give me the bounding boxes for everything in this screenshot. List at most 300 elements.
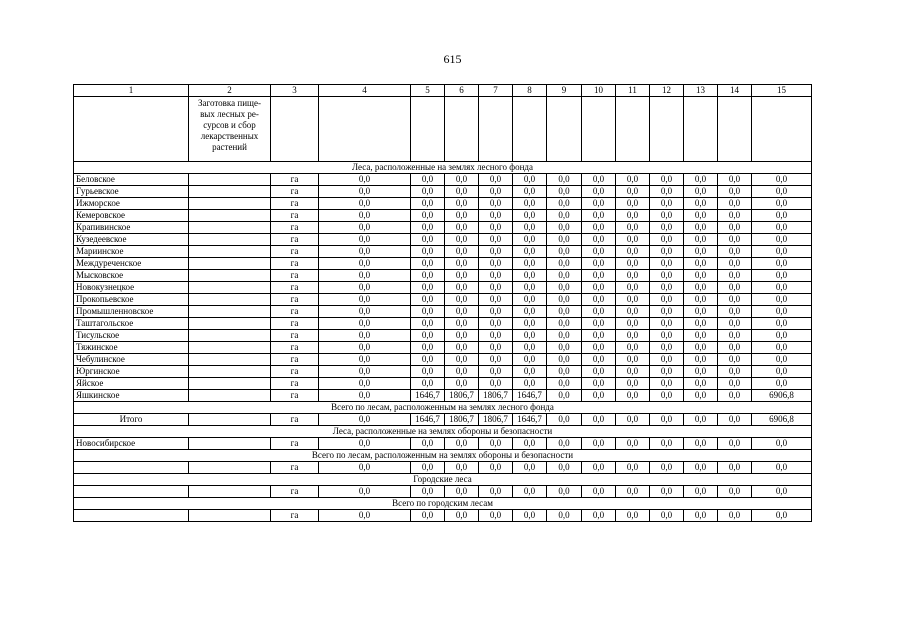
value-cell: 0,0 (479, 270, 513, 282)
table-row (74, 294, 812, 306)
empty-cell (189, 462, 271, 474)
value-cell: 0,0 (319, 174, 411, 186)
value-cell: 0,0 (684, 330, 718, 342)
value-cell: 0,0 (513, 222, 547, 234)
value-cell: 0,0 (479, 222, 513, 234)
value-cell: 0,0 (616, 222, 650, 234)
table-row (74, 486, 812, 498)
forestry-name: Крапивинское (74, 222, 189, 234)
empty-cell (189, 354, 271, 366)
value-cell: 0,0 (684, 378, 718, 390)
column-number: 2 (189, 85, 271, 97)
value-cell: 0,0 (616, 318, 650, 330)
empty-cell (189, 378, 271, 390)
value-cell: 0,0 (547, 198, 582, 210)
value-cell: 0,0 (684, 354, 718, 366)
value-cell: 0,0 (411, 330, 445, 342)
value-cell: 0,0 (411, 306, 445, 318)
value-cell: 0,0 (513, 354, 547, 366)
empty-cell (479, 97, 513, 162)
value-cell: 0,0 (684, 438, 718, 450)
value-cell: 0,0 (513, 282, 547, 294)
value-cell: 0,0 (752, 366, 812, 378)
value-cell: 0,0 (650, 330, 684, 342)
value-cell: 0,0 (718, 318, 752, 330)
value-cell: 0,0 (718, 414, 752, 426)
value-cell: 0,0 (411, 318, 445, 330)
empty-cell (189, 186, 271, 198)
value-cell: 0,0 (616, 294, 650, 306)
value-cell: 0,0 (752, 342, 812, 354)
value-cell: 0,0 (752, 354, 812, 366)
forestry-name: Новосибирское (74, 438, 189, 450)
value-cell: 0,0 (319, 354, 411, 366)
unit-cell: га (271, 258, 319, 270)
forestry-name: Прокопьевское (74, 294, 189, 306)
value-cell: 0,0 (547, 270, 582, 282)
value-cell: 0,0 (513, 462, 547, 474)
section-header-row (74, 498, 812, 510)
value-cell: 0,0 (411, 294, 445, 306)
value-cell: 0,0 (684, 294, 718, 306)
column-number: 11 (616, 85, 650, 97)
value-cell: 0,0 (582, 174, 616, 186)
value-cell: 0,0 (752, 318, 812, 330)
unit-cell: га (271, 390, 319, 402)
value-cell: 0,0 (582, 246, 616, 258)
value-cell: 0,0 (582, 330, 616, 342)
value-cell: 0,0 (650, 462, 684, 474)
value-cell: 0,0 (513, 306, 547, 318)
empty-cell (189, 366, 271, 378)
value-cell: 0,0 (445, 438, 479, 450)
value-cell: 0,0 (319, 390, 411, 402)
value-cell: 0,0 (411, 186, 445, 198)
value-cell: 0,0 (616, 246, 650, 258)
value-cell: 0,0 (513, 270, 547, 282)
forestry-name: Тисульское (74, 330, 189, 342)
unit-cell: га (271, 462, 319, 474)
value-cell: 0,0 (582, 390, 616, 402)
value-cell: 0,0 (479, 294, 513, 306)
value-cell: 0,0 (582, 186, 616, 198)
value-cell: 0,0 (752, 186, 812, 198)
value-cell: 1646,7 (513, 414, 547, 426)
table-row (74, 174, 812, 186)
empty-cell (445, 97, 479, 162)
value-cell: 0,0 (582, 462, 616, 474)
unit-cell: га (271, 486, 319, 498)
table-row (74, 186, 812, 198)
forestry-name: Мариинское (74, 246, 189, 258)
value-cell: 0,0 (752, 330, 812, 342)
empty-cell (189, 330, 271, 342)
value-cell: 0,0 (684, 318, 718, 330)
column-number: 5 (411, 85, 445, 97)
section-title: Всего по лесам, расположенным на землях лесного фонда (74, 402, 812, 414)
value-cell: 0,0 (616, 462, 650, 474)
value-cell: 0,0 (513, 174, 547, 186)
value-cell: 0,0 (752, 174, 812, 186)
value-cell: 0,0 (445, 378, 479, 390)
empty-cell (189, 258, 271, 270)
value-cell: 0,0 (582, 282, 616, 294)
value-cell: 0,0 (319, 282, 411, 294)
forestry-name: Таштагольское (74, 318, 189, 330)
value-cell: 0,0 (684, 198, 718, 210)
empty-cell (547, 97, 582, 162)
table-row (74, 282, 812, 294)
unit-cell: га (271, 210, 319, 222)
unit-cell: га (271, 342, 319, 354)
value-cell: 0,0 (445, 294, 479, 306)
value-cell: 0,0 (718, 270, 752, 282)
value-cell: 0,0 (445, 462, 479, 474)
value-cell: 0,0 (718, 510, 752, 522)
section-header-row (74, 474, 812, 486)
value-cell: 0,0 (411, 342, 445, 354)
empty-cell (616, 97, 650, 162)
value-cell: 0,0 (319, 234, 411, 246)
value-cell: 0,0 (479, 462, 513, 474)
empty-cell (752, 97, 812, 162)
value-cell: 0,0 (445, 270, 479, 282)
value-cell: 0,0 (319, 342, 411, 354)
forestry-name: Итого (74, 414, 189, 426)
forestry-name (74, 510, 189, 522)
value-cell: 0,0 (479, 186, 513, 198)
table-body (74, 85, 812, 522)
value-cell: 0,0 (411, 174, 445, 186)
table-row (74, 438, 812, 450)
unit-cell: га (271, 330, 319, 342)
empty-cell (189, 318, 271, 330)
value-cell: 0,0 (650, 270, 684, 282)
value-cell: 0,0 (445, 282, 479, 294)
empty-cell (582, 97, 616, 162)
value-cell: 0,0 (616, 330, 650, 342)
table-row (74, 222, 812, 234)
empty-cell (189, 198, 271, 210)
value-cell: 0,0 (684, 222, 718, 234)
value-cell: 0,0 (547, 306, 582, 318)
section-header-row (74, 426, 812, 438)
value-cell: 0,0 (479, 330, 513, 342)
value-cell: 0,0 (650, 246, 684, 258)
value-cell: 0,0 (684, 270, 718, 282)
unit-cell: га (271, 198, 319, 210)
value-cell: 0,0 (547, 186, 582, 198)
value-cell: 0,0 (718, 198, 752, 210)
empty-cell (74, 97, 189, 162)
value-cell: 0,0 (650, 378, 684, 390)
value-cell: 6906,8 (752, 390, 812, 402)
value-cell: 0,0 (718, 330, 752, 342)
column-number: 15 (752, 85, 812, 97)
value-cell: 0,0 (513, 186, 547, 198)
table-row (74, 366, 812, 378)
value-cell: 0,0 (513, 234, 547, 246)
value-cell: 0,0 (582, 366, 616, 378)
value-cell: 0,0 (752, 282, 812, 294)
value-cell: 0,0 (411, 234, 445, 246)
value-cell: 0,0 (684, 390, 718, 402)
value-cell: 1806,7 (445, 414, 479, 426)
value-cell: 0,0 (718, 354, 752, 366)
value-cell: 0,0 (513, 198, 547, 210)
unit-cell: га (271, 318, 319, 330)
value-cell: 0,0 (319, 306, 411, 318)
value-cell: 0,0 (319, 330, 411, 342)
value-cell: 0,0 (752, 210, 812, 222)
value-cell: 0,0 (547, 390, 582, 402)
unit-cell: га (271, 174, 319, 186)
value-cell: 0,0 (650, 486, 684, 498)
column-number: 8 (513, 85, 547, 97)
value-cell: 0,0 (411, 246, 445, 258)
forestry-name: Междуреченское (74, 258, 189, 270)
value-cell: 0,0 (616, 258, 650, 270)
value-cell: 0,0 (718, 342, 752, 354)
value-cell: 0,0 (684, 462, 718, 474)
value-cell: 0,0 (650, 390, 684, 402)
value-cell: 0,0 (582, 210, 616, 222)
column-number-row (74, 85, 812, 97)
unit-cell: га (271, 510, 319, 522)
value-cell: 0,0 (684, 282, 718, 294)
value-cell: 0,0 (718, 366, 752, 378)
empty-cell (189, 414, 271, 426)
empty-cell (189, 306, 271, 318)
value-cell: 0,0 (445, 258, 479, 270)
value-cell: 0,0 (547, 378, 582, 390)
column-number: 6 (445, 85, 479, 97)
value-cell: 0,0 (513, 342, 547, 354)
value-cell: 0,0 (479, 510, 513, 522)
value-cell: 0,0 (513, 510, 547, 522)
table-row (74, 390, 812, 402)
value-cell: 0,0 (650, 186, 684, 198)
value-cell: 0,0 (616, 510, 650, 522)
page-number: 615 (443, 52, 462, 66)
value-cell: 0,0 (319, 186, 411, 198)
value-cell: 0,0 (650, 294, 684, 306)
value-cell: 0,0 (479, 378, 513, 390)
table-row (74, 378, 812, 390)
value-cell: 0,0 (616, 186, 650, 198)
value-cell: 0,0 (752, 270, 812, 282)
value-cell: 0,0 (513, 438, 547, 450)
value-cell: 0,0 (445, 330, 479, 342)
section-title: Леса, расположенные на землях лесного фонда (74, 162, 812, 174)
unit-cell: га (271, 234, 319, 246)
empty-cell (189, 282, 271, 294)
value-cell: 0,0 (445, 246, 479, 258)
value-cell: 1806,7 (445, 390, 479, 402)
value-cell: 0,0 (547, 222, 582, 234)
empty-cell (684, 97, 718, 162)
empty-cell (189, 438, 271, 450)
value-cell: 0,0 (479, 354, 513, 366)
value-cell: 0,0 (752, 510, 812, 522)
value-cell: 0,0 (411, 510, 445, 522)
empty-cell (189, 294, 271, 306)
empty-cell (319, 97, 411, 162)
column-number: 4 (319, 85, 411, 97)
value-cell: 0,0 (616, 438, 650, 450)
section-title: Всего по лесам, расположенным на землях обороны и безопасности (74, 450, 812, 462)
value-cell: 0,0 (479, 258, 513, 270)
value-cell: 0,0 (319, 246, 411, 258)
value-cell: 0,0 (650, 354, 684, 366)
value-cell: 0,0 (684, 246, 718, 258)
total-row (74, 510, 812, 522)
value-cell: 0,0 (650, 222, 684, 234)
value-cell: 0,0 (479, 342, 513, 354)
empty-cell (650, 97, 684, 162)
value-cell: 0,0 (650, 174, 684, 186)
value-cell: 0,0 (547, 510, 582, 522)
value-cell: 0,0 (684, 306, 718, 318)
value-cell: 0,0 (445, 222, 479, 234)
value-cell: 0,0 (752, 438, 812, 450)
value-cell: 0,0 (752, 306, 812, 318)
empty-cell (189, 270, 271, 282)
forestry-name: Новокузнецкое (74, 282, 189, 294)
value-cell: 0,0 (650, 510, 684, 522)
value-cell: 0,0 (479, 306, 513, 318)
forestry-name: Гурьевское (74, 186, 189, 198)
value-cell: 0,0 (616, 210, 650, 222)
value-cell: 0,0 (718, 258, 752, 270)
value-cell: 0,0 (513, 246, 547, 258)
table-row (74, 306, 812, 318)
column-number: 12 (650, 85, 684, 97)
value-cell: 0,0 (445, 186, 479, 198)
value-cell: 0,0 (718, 390, 752, 402)
value-cell: 0,0 (319, 222, 411, 234)
value-cell: 0,0 (684, 366, 718, 378)
value-cell: 0,0 (445, 318, 479, 330)
value-cell: 0,0 (411, 222, 445, 234)
value-cell: 0,0 (718, 210, 752, 222)
value-cell: 0,0 (411, 486, 445, 498)
table-row (74, 234, 812, 246)
forestry-name: Ижморское (74, 198, 189, 210)
table-row (74, 270, 812, 282)
value-cell: 0,0 (547, 342, 582, 354)
value-cell: 0,0 (752, 486, 812, 498)
forestry-name: Яйское (74, 378, 189, 390)
section-title: Городские леса (74, 474, 812, 486)
value-cell: 0,0 (616, 378, 650, 390)
value-cell: 0,0 (445, 510, 479, 522)
value-cell: 0,0 (684, 258, 718, 270)
forestry-name: Яшкинское (74, 390, 189, 402)
forestry-name: Тяжинское (74, 342, 189, 354)
value-cell: 0,0 (752, 294, 812, 306)
value-cell: 1646,7 (411, 390, 445, 402)
value-cell: 0,0 (547, 318, 582, 330)
value-cell: 0,0 (582, 510, 616, 522)
value-cell: 0,0 (616, 414, 650, 426)
value-cell: 0,0 (650, 438, 684, 450)
value-cell: 0,0 (479, 210, 513, 222)
value-cell: 0,0 (650, 258, 684, 270)
unit-cell: га (271, 366, 319, 378)
value-cell: 0,0 (752, 198, 812, 210)
value-cell: 0,0 (650, 306, 684, 318)
value-cell: 0,0 (479, 246, 513, 258)
value-cell: 0,0 (650, 282, 684, 294)
total-row (74, 462, 812, 474)
unit-cell: га (271, 306, 319, 318)
value-cell: 0,0 (650, 414, 684, 426)
value-cell: 0,0 (411, 270, 445, 282)
value-cell: 0,0 (582, 414, 616, 426)
value-cell: 0,0 (445, 198, 479, 210)
unit-cell: га (271, 414, 319, 426)
value-cell: 0,0 (718, 186, 752, 198)
value-cell: 0,0 (319, 318, 411, 330)
table-row (74, 246, 812, 258)
empty-cell (718, 97, 752, 162)
forestry-name: Чебулинское (74, 354, 189, 366)
unit-cell: га (271, 378, 319, 390)
table-row (74, 210, 812, 222)
value-cell: 0,0 (479, 198, 513, 210)
value-cell: 0,0 (411, 198, 445, 210)
value-cell: 0,0 (650, 234, 684, 246)
value-cell: 0,0 (411, 354, 445, 366)
value-cell: 0,0 (411, 378, 445, 390)
unit-cell: га (271, 438, 319, 450)
value-cell: 0,0 (684, 186, 718, 198)
value-cell: 0,0 (513, 378, 547, 390)
value-cell: 0,0 (445, 234, 479, 246)
value-cell: 0,0 (582, 294, 616, 306)
value-cell: 0,0 (752, 462, 812, 474)
unit-cell: га (271, 222, 319, 234)
column-number: 1 (74, 85, 189, 97)
empty-cell (513, 97, 547, 162)
empty-cell (411, 97, 445, 162)
value-cell: 0,0 (547, 234, 582, 246)
value-cell: 0,0 (752, 222, 812, 234)
value-cell: 0,0 (684, 510, 718, 522)
value-cell: 0,0 (718, 294, 752, 306)
empty-cell (189, 222, 271, 234)
value-cell: 0,0 (547, 414, 582, 426)
column-number: 10 (582, 85, 616, 97)
table-row (74, 258, 812, 270)
value-cell: 0,0 (616, 486, 650, 498)
value-cell: 0,0 (752, 258, 812, 270)
value-cell: 0,0 (684, 234, 718, 246)
value-cell: 0,0 (319, 462, 411, 474)
value-cell: 0,0 (582, 258, 616, 270)
value-cell: 0,0 (547, 354, 582, 366)
value-cell: 0,0 (547, 258, 582, 270)
value-cell: 0,0 (513, 294, 547, 306)
value-cell: 0,0 (684, 486, 718, 498)
forestry-name: Кузедеевское (74, 234, 189, 246)
value-cell: 0,0 (718, 462, 752, 474)
value-cell: 6906,8 (752, 414, 812, 426)
value-cell: 1646,7 (411, 414, 445, 426)
value-cell: 0,0 (547, 462, 582, 474)
value-cell: 0,0 (582, 270, 616, 282)
